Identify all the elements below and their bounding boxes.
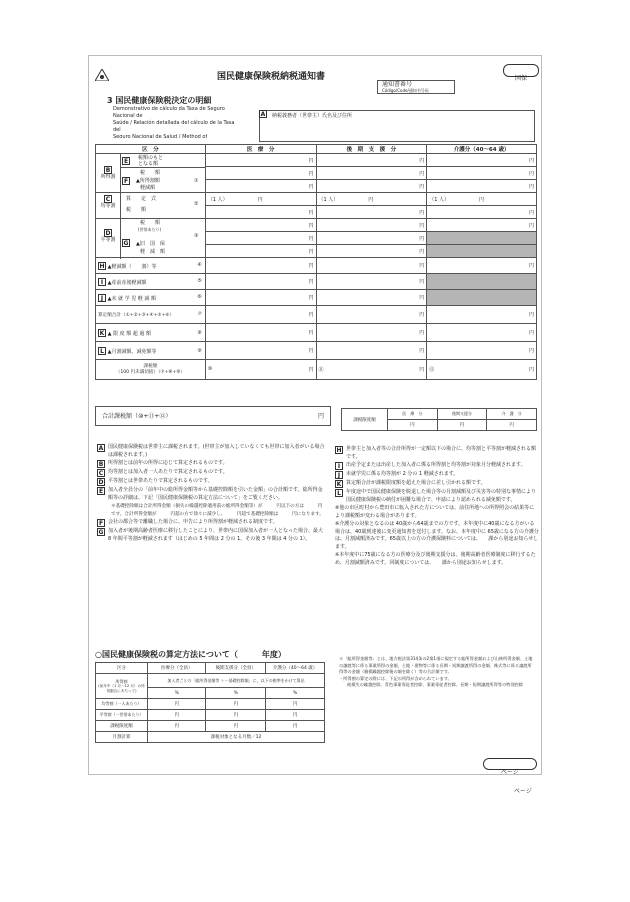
note-text: 出産予定または出産した加入者に係る所得割と均等割が対象月分軽減されます。 bbox=[346, 462, 526, 468]
f-text-1: 税 額 bbox=[140, 170, 161, 176]
calc-note-2: ・所得割の算定の際には、下記の所得が含められています。 bbox=[339, 675, 452, 681]
d-text-3: 軽 減 額 bbox=[140, 249, 166, 255]
e-text-2: となる額 bbox=[138, 161, 159, 167]
note-letter: K bbox=[336, 481, 342, 488]
per-person: （1 人） bbox=[207, 196, 228, 203]
total-box bbox=[95, 406, 331, 426]
tax-detail-table bbox=[95, 144, 537, 380]
cell: % bbox=[266, 688, 325, 699]
letter-e: E bbox=[123, 158, 129, 165]
calc-r1c: 加入者ごとの「総所得金額等 ＋－基礎控除額」に、以下の税率をかけて算出 bbox=[147, 674, 324, 688]
calc-h: 介護分（40～64 歳） bbox=[266, 663, 325, 674]
limit-h3: 介 護 分 bbox=[487, 409, 537, 420]
cell: 円 bbox=[257, 196, 263, 203]
header-iryo: 医 療 分 bbox=[205, 145, 316, 154]
d-text-2: ▲旧 国 保 bbox=[136, 241, 165, 247]
cell: 円 bbox=[205, 306, 316, 324]
cell: % bbox=[147, 688, 206, 699]
num-10: ⑩ bbox=[207, 366, 213, 372]
letter-d: D bbox=[105, 230, 111, 237]
letter-g: G bbox=[123, 240, 129, 247]
cell: 円 bbox=[437, 420, 487, 431]
note-75: ※本年度中に75歳になる方の医療分及び後期支援分は、後期高齢者医療制度に移行するため、月割減額済みです。同制度については、 課から別途お知らせします。 bbox=[335, 552, 536, 566]
num-5: ⑤ bbox=[197, 278, 202, 284]
letter-k: K bbox=[99, 329, 105, 337]
note-j bbox=[335, 471, 539, 479]
note-l bbox=[335, 489, 539, 504]
cell: 円 bbox=[388, 420, 438, 431]
letter-j: J bbox=[98, 294, 106, 302]
header-kaigo: 介護分（40～64 歳） bbox=[427, 145, 537, 154]
cell: 円 bbox=[316, 219, 427, 232]
limit-table bbox=[341, 408, 537, 431]
taxpayer-box bbox=[259, 110, 535, 142]
total-label: 合計課税額（⑩+⑪+⑫） bbox=[102, 413, 172, 420]
logo-icon bbox=[95, 66, 109, 78]
note-text: 未就学児に係る均等割が 2 分の 1 軽減されます。 bbox=[346, 471, 459, 477]
k-text: ▲ 限 度 額 超 過 額 bbox=[107, 330, 151, 337]
kazei-koki bbox=[316, 360, 427, 380]
note-kaigo: ※介護分の対象となるのは 40歳から64歳までの方です。本年度中に40歳になる方がいる場合は、40歳到達後に変更通知書を送付します。なお、本年度中に 65歳になる方の介護分は、月割減額済みです。65歳以上の方の介護保険料については、 課から別途お知らせします。 bbox=[335, 521, 539, 550]
cell: 円 bbox=[316, 167, 427, 180]
calc-h: 区分 bbox=[96, 663, 148, 674]
cell: 円 bbox=[528, 367, 534, 373]
c-text-3: 税 額 bbox=[126, 207, 147, 213]
letter-f: F bbox=[123, 178, 129, 185]
cell: 円 bbox=[316, 232, 427, 245]
cell: % bbox=[206, 688, 266, 699]
note-c bbox=[97, 469, 325, 477]
cell: 円 bbox=[206, 721, 266, 732]
cell-gray bbox=[427, 274, 537, 290]
shotoku-label: 所得割 bbox=[100, 174, 116, 180]
cell: 円 bbox=[368, 196, 374, 203]
h-cell bbox=[96, 258, 206, 274]
cell: 円 bbox=[316, 306, 427, 324]
cell: 円 bbox=[419, 367, 425, 373]
note-letter: F bbox=[98, 520, 104, 527]
calc-r3: 平等割（一世帯あたり） bbox=[96, 710, 148, 721]
note-h bbox=[335, 446, 539, 461]
note-a bbox=[97, 444, 325, 459]
note-text: 世帯主と加入者等の合計所得が一定額以下の場合に、均等割と平等割が軽減される額です。 bbox=[346, 446, 537, 460]
limit-h1: 医 療 分 bbox=[388, 409, 438, 420]
note-text: 所得割とは前年の所得に応じて算定されるものです。 bbox=[108, 460, 228, 466]
notice-number-label: 通知書番号 bbox=[382, 81, 413, 88]
num-11: ⑪ bbox=[318, 367, 324, 373]
cell: 円 bbox=[205, 219, 316, 232]
byoudou-cell bbox=[96, 219, 206, 258]
calc-r5: 月割計算 bbox=[96, 732, 148, 743]
sum-text: 算定額合計（①+②+③+④+⑤+⑥） bbox=[98, 312, 175, 318]
calc-table bbox=[95, 662, 325, 743]
page-pill-text: ページ bbox=[501, 769, 519, 776]
per-person: （1 人） bbox=[318, 196, 339, 203]
note-letter: C bbox=[98, 470, 104, 477]
calc-r2: 均等割（一人あたり） bbox=[96, 699, 148, 710]
kazei-t1: 課税額 bbox=[143, 363, 158, 369]
section-subtitle-5: Seguro Nacional de Salud / Method of bbox=[113, 134, 208, 138]
cell: 円 bbox=[316, 274, 427, 290]
section-subtitle-3: Saúde / Relación detallada del cálculo de la Tasa bbox=[113, 120, 235, 126]
cell: 円 bbox=[316, 342, 427, 360]
calc-h: 医療分（全員） bbox=[147, 663, 206, 674]
l-text: ▲月割減額、減免額等 bbox=[107, 348, 157, 355]
note-letter: A bbox=[98, 445, 104, 452]
j-cell bbox=[96, 290, 206, 306]
calc-note-1: ＊「総所得金額等」とは、地方税法第314条の2第1項に規定する総所得金額および山林所得金額、土地の譲渡等に係る事業所得の金額、土地・建物等に係る長期・短期譲渡所得の金額、株式等に係る譲渡所得等の金額（雑損繰越控除後の額を除く）等の合計額です。 bbox=[339, 656, 533, 674]
cell: 円 bbox=[316, 324, 427, 342]
header-koki: 後 期 支 援 分 bbox=[316, 145, 427, 154]
calc-h: 後期支援分（全員） bbox=[206, 663, 266, 674]
note-letter: G bbox=[98, 529, 104, 536]
cell: 円 bbox=[427, 306, 537, 324]
kazei-iryo bbox=[205, 360, 316, 380]
num-8: ⑧ bbox=[197, 330, 202, 336]
h-text: ▲軽減額（ 割）等 bbox=[107, 263, 157, 270]
cell: 円 bbox=[427, 342, 537, 360]
kazei-t2: （100 円未満切捨）（⑦+⑧+⑨） bbox=[115, 369, 186, 375]
c-text-2: 算 定 式 bbox=[126, 196, 157, 202]
cell: 円 bbox=[205, 232, 316, 245]
cell: 円 bbox=[427, 324, 537, 342]
note-transfer: ※他の市区町村から豊田市に転入された方については、前住所地への所得照会の結果等により課税額が変わる場合があります。 bbox=[335, 505, 535, 519]
cell: 円 bbox=[147, 699, 206, 710]
calc-r4: 課税限度額 bbox=[96, 721, 148, 732]
document-title: 国民健康保険税納税通知書 bbox=[217, 72, 326, 82]
kazei-kaigo bbox=[427, 360, 537, 380]
num-6: ⑥ bbox=[197, 294, 202, 300]
cell: 円 bbox=[266, 710, 325, 721]
cell: 円 bbox=[205, 167, 316, 180]
cell: 円 bbox=[316, 180, 427, 193]
letter-h: H bbox=[99, 262, 105, 270]
num-9: ⑨ bbox=[197, 348, 202, 354]
num-7: ⑦ bbox=[197, 312, 202, 317]
per-person: （1 人） bbox=[429, 196, 450, 203]
taxpayer-label: 納税義務者（世帯主）氏名及び住所 bbox=[272, 113, 353, 119]
section-subtitle-4: del bbox=[113, 127, 121, 133]
kintou-cell bbox=[96, 193, 206, 219]
note-d bbox=[97, 478, 325, 486]
cell: 円 bbox=[316, 290, 427, 306]
cell: 円 bbox=[487, 420, 537, 431]
cell: 円 bbox=[147, 721, 206, 732]
left-notes bbox=[97, 444, 325, 543]
note-text: 会社の都合等で離職した場合に、申告により所得割が軽減される制度です。 bbox=[108, 519, 278, 525]
calc-r1b: (前年中（1 月～12 月）の所得割合にあたって) bbox=[98, 683, 145, 693]
cell: 円 bbox=[316, 206, 427, 219]
cell: 円 bbox=[205, 342, 316, 360]
calc-r1a: 所得割 bbox=[115, 678, 128, 684]
num-4: ④ bbox=[197, 262, 202, 268]
note-letter: E bbox=[98, 488, 104, 495]
letter-a: A bbox=[260, 111, 266, 118]
calc-note-3: 純損失の繰越控除、青色事業専従者控除、事業専従者控除、長期・短期譲渡所得等の特別控除 bbox=[347, 682, 523, 687]
notice-number-box bbox=[377, 80, 455, 94]
cell: 円 bbox=[316, 154, 427, 167]
cell: 円 bbox=[205, 274, 316, 290]
byoudou-label: 平等割 bbox=[100, 237, 116, 243]
calc-notes bbox=[339, 656, 535, 689]
cell: 円 bbox=[205, 154, 316, 167]
note-letter: H bbox=[336, 447, 342, 454]
cell: 円 bbox=[427, 154, 537, 167]
cell-gray bbox=[427, 232, 537, 245]
cell: 円 bbox=[427, 206, 537, 219]
header-kubun: 区 分 bbox=[96, 145, 206, 154]
note-i bbox=[335, 462, 539, 470]
tax-notice-page bbox=[88, 55, 542, 775]
limit-h2: 後期支援分 bbox=[437, 409, 487, 420]
e-text-1: 税額のもと bbox=[138, 155, 164, 161]
calc-title: ○国民健康保険税の算定方法について（ 年度） bbox=[95, 650, 286, 659]
total-yen: 円 bbox=[317, 413, 324, 420]
note-letter: J bbox=[335, 471, 343, 479]
note-letter: D bbox=[98, 479, 104, 486]
note-e bbox=[97, 487, 325, 502]
note-f bbox=[97, 519, 325, 527]
cell: 円 bbox=[266, 721, 325, 732]
note-letter: L bbox=[335, 489, 343, 497]
note-e-sub: ＊基礎控除額は合計所得金額（損失の繰越控除適用前の総所得金額等）が 円以下の方は 円です。合計所得金額が 円超の方で徐々に減少し、 円超で基礎控除額は 円になります。 bbox=[111, 504, 324, 517]
letter-b: B bbox=[105, 167, 111, 174]
note-text: 加入者全員分の「前年中の総所得金額等から基礎控除額を引いた金額」の合計額です。総所得金額等の詳細は、下記「国民健康保険税の算定方法について」をご覧ください。 bbox=[108, 487, 323, 501]
note-letter: I bbox=[335, 462, 343, 470]
section-title: 3 国民健康保険税決定の明細 bbox=[107, 96, 212, 105]
cell: 円 bbox=[427, 219, 537, 232]
cell: 円 bbox=[479, 196, 485, 203]
j-text: ▲未 就 学 児 軽 減 額 bbox=[107, 295, 156, 302]
notice-number-sub: Código/Code/通知书号码 bbox=[382, 88, 429, 93]
note-b bbox=[97, 460, 325, 468]
cell-gray bbox=[427, 245, 537, 258]
page-label: ページ bbox=[514, 788, 532, 795]
letter-i: I bbox=[98, 278, 106, 286]
cell: 円 bbox=[427, 167, 537, 180]
cell: 円 bbox=[205, 206, 316, 219]
d-text-1s: (世帯あたり) bbox=[138, 227, 162, 232]
note-text: 国民健康保険税は世帯主に課税されます。(世帯主が加入していなくても世帯に加入者がいる場合は課税されます。) bbox=[108, 444, 325, 458]
letter-c: C bbox=[105, 196, 111, 203]
note-g bbox=[97, 528, 325, 543]
num-3: ③ bbox=[194, 233, 199, 239]
calc-r5c: 課税対象となる月数／12 bbox=[147, 732, 324, 743]
note-text: 算定額合計が課税限度額を超えた場合に差し引かれる額です。 bbox=[346, 480, 486, 486]
cell: 円 bbox=[205, 290, 316, 306]
cell: 円 bbox=[308, 367, 314, 373]
note-k bbox=[335, 480, 539, 488]
letter-l: L bbox=[98, 347, 106, 355]
kintou-label: 均等割 bbox=[100, 203, 116, 209]
cell: 円 bbox=[205, 180, 316, 193]
note-letter: B bbox=[98, 461, 104, 468]
cell: 円 bbox=[206, 699, 266, 710]
cell: 円 bbox=[316, 245, 427, 258]
num-2: ② bbox=[194, 201, 199, 207]
cell: 円 bbox=[266, 699, 325, 710]
cell: 円 bbox=[205, 324, 316, 342]
cell: 円 bbox=[147, 710, 206, 721]
cell: 円 bbox=[427, 258, 537, 274]
i-cell bbox=[96, 274, 206, 290]
right-notes bbox=[335, 446, 539, 567]
num-1: ① bbox=[194, 178, 199, 184]
shotoku-cell bbox=[96, 154, 206, 193]
cell: 円 bbox=[427, 180, 537, 193]
page-pill bbox=[483, 758, 537, 776]
cell: 円 bbox=[206, 710, 266, 721]
i-text: ▲産前産後軽減額 bbox=[107, 279, 147, 286]
section-subtitle-2: Nacional de bbox=[113, 113, 143, 119]
k-cell bbox=[96, 324, 206, 342]
cell-gray bbox=[427, 290, 537, 306]
kokuho-tag: 国保 bbox=[503, 64, 539, 77]
l-cell bbox=[96, 342, 206, 360]
section-subtitle-1: Demonstrativo de cálculo da Taxa de Seguro bbox=[113, 106, 225, 112]
calc-shotoku bbox=[96, 674, 148, 699]
cell: 円 bbox=[316, 258, 427, 274]
note-text: 均等割とは加入者一人あたりで算定されるものです。 bbox=[108, 469, 228, 475]
limit-label: 課税限度額 bbox=[342, 409, 388, 431]
note-text: 年度途中で国民健康保険を脱退した場合等の月割減額及び災害等の特別な事情により国民健康保険税の納付が困難な場合で、申請により認められる減免額です。 bbox=[346, 489, 537, 503]
note-text: 加入者が後期高齢者医療に移行したことにより、世帯内に国保加入者が一人となった場合、最大 8 年間平等割が軽減されます（はじめの 5 年間は 2 分の 1、その後 3 年間は 4 分の 1）。 bbox=[108, 528, 324, 542]
num-12: ⑫ bbox=[429, 367, 435, 373]
kazei-cell bbox=[96, 360, 206, 380]
sum-cell bbox=[96, 306, 206, 324]
d-text-1: 税 額 bbox=[140, 220, 161, 226]
cell: 円 bbox=[205, 245, 316, 258]
note-text: 平等割とは世帯あたりで算定されるものです。 bbox=[108, 478, 213, 484]
f-text-2: ▲所得割額 bbox=[136, 178, 160, 184]
cell: 円 bbox=[205, 258, 316, 274]
f-text-3: 軽減額 bbox=[140, 185, 156, 191]
